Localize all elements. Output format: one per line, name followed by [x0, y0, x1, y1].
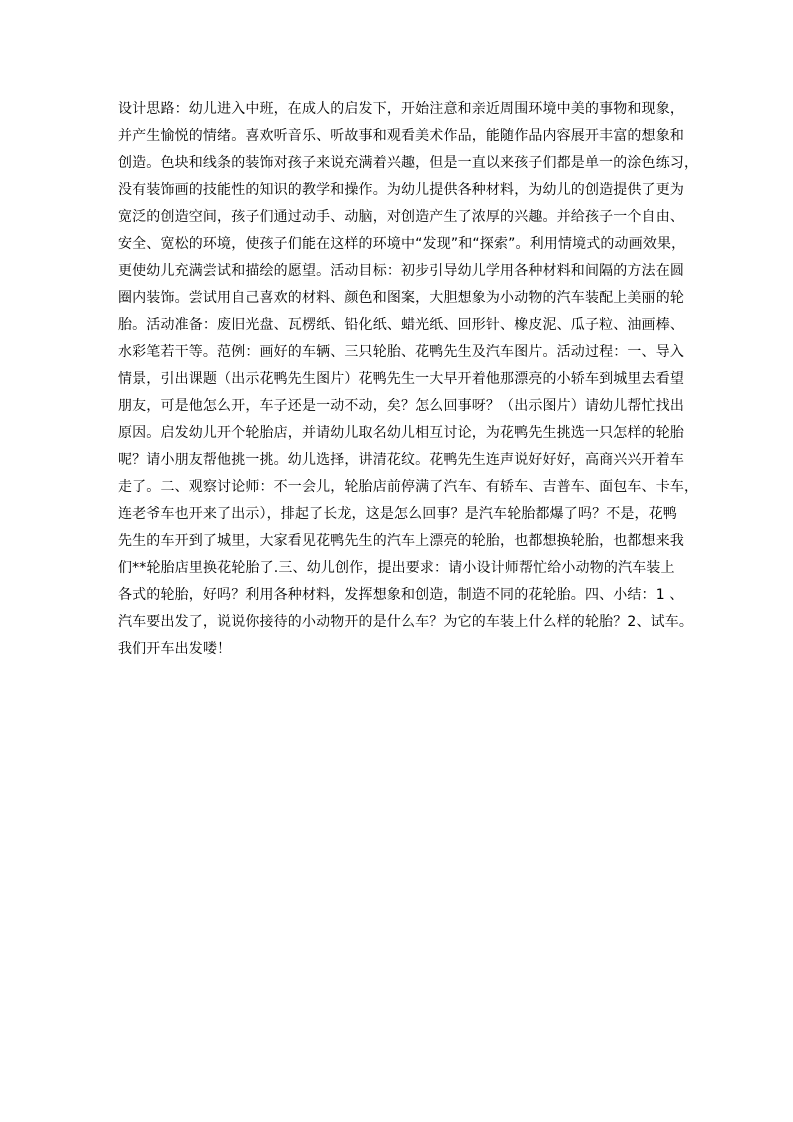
text-line: 们**轮胎店里换花轮胎了.三、幼儿创作，提出要求：请小设计师帮忙给小动物的汽车装上: [118, 560, 675, 576]
text-line: 先生的车开到了城里，大家看见花鸭先生的汽车上漂亮的轮胎，也都想换轮胎，也都想来我: [118, 533, 684, 549]
text-line: 并产生愉悦的情绪。喜欢听音乐、听故事和观看美术作品，能随作品内容展开丰富的想象和: [118, 128, 684, 144]
text-line: 连老爷车也开来了出示），排起了长龙，这是怎么回事？是汽车轮胎都爆了吗？不是，花鸭: [118, 506, 677, 522]
text-line: 创造。色块和线条的装饰对孩子来说充满着兴趣，但是一直以来孩子们都是单一的涂色练习，: [118, 155, 699, 171]
text-line: 汽车要出发了，说说你接待的小动物开的是什么车？为它的车装上什么样的轮胎？2、试车。: [118, 614, 694, 630]
text-line: 各式的轮胎，好吗？利用各种材料，发挥想象和创造，制造不同的花轮胎。四、小结：1 、: [118, 587, 684, 603]
text-line: 宽泛的创造空间，孩子们通过动手、动脑，对创造产生了浓厚的兴趣。并给孩子一个自由、: [118, 209, 684, 225]
text-line: 朋友，可是他怎么开，车子还是一动不动，矣？怎么回事呀？（出示图片）请幼儿帮忙找出: [118, 398, 684, 414]
text-line: 走了。二、观察讨论师：不一会儿，轮胎店前停满了汽车、有轿车、吉普车、面包车、卡车，: [118, 479, 699, 495]
text-line: 设计思路：幼儿进入中班，在成人的启发下，开始注意和亲近周围环境中美的事物和现象，: [118, 101, 684, 117]
text-line: 水彩笔若干等。范例：画好的车辆、三只轮胎、花鸭先生及汽车图片。活动过程：一、导入: [118, 344, 684, 360]
text-line: 原因。启发幼儿开个轮胎店，并请幼儿取名幼儿相互讨论，为花鸭先生挑选一只怎样的轮胎: [118, 425, 684, 441]
text-line: 没有装饰画的技能性的知识的教学和操作。为幼儿提供各种材料，为幼儿的创造提供了更为: [118, 182, 684, 198]
text-line: 呢？请小朋友帮他挑一挑。幼儿选择，讲清花纹。花鸭先生连声说好好好，高商兴兴开着车: [118, 452, 684, 468]
text-line: 胎。活动准备：废旧光盘、瓦楞纸、铅化纸、蜡光纸、回形针、橡皮泥、瓜子粒、油画棒、: [118, 317, 684, 333]
text-line: 我们开车出发喽！: [118, 641, 232, 657]
text-line: 情景，引出课题（出示花鸭先生图片）花鸭先生一大早开着他那漂亮的小轿车到城里去看望: [118, 371, 684, 387]
text-line: 安全、宽松的环境，使孩子们能在这样的环境中“发现”和“探索”。利用情境式的动画效果，: [118, 236, 686, 252]
text-line: 更使幼儿充满尝试和描绘的愿望。活动目标：初步引导幼儿学用各种材料和间隔的方法在圆: [118, 263, 684, 279]
text-line: 圈内装饰。尝试用自己喜欢的材料、颜色和图案，大胆想象为小动物的汽车装配上美丽的轮: [118, 290, 684, 306]
body-paragraph: [118, 96, 699, 663]
